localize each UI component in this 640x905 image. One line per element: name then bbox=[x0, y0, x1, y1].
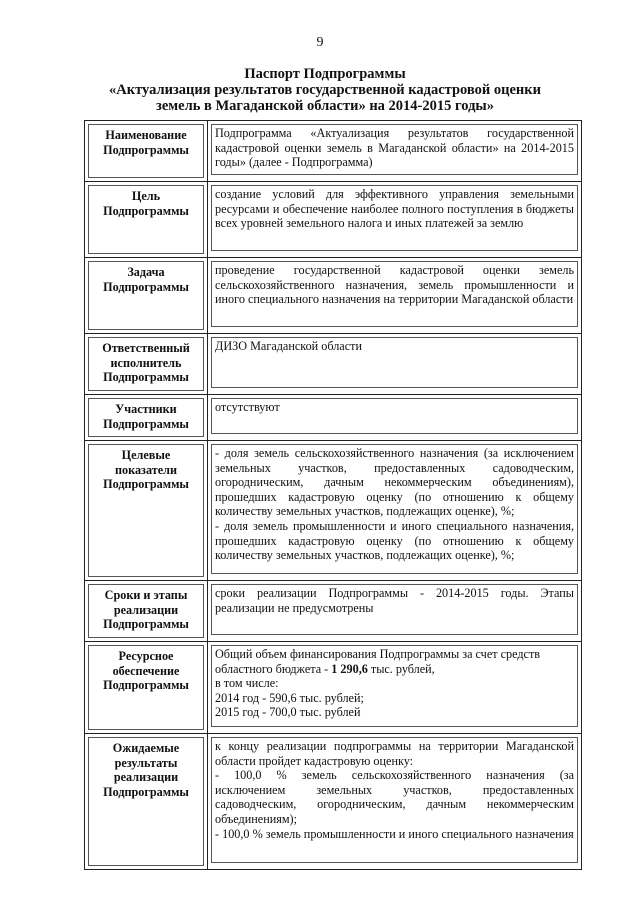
table-row bbox=[85, 395, 582, 441]
title-line-3: земель в Магаданской области» на 2014-2015 годы» bbox=[156, 98, 494, 114]
title-line-2: «Актуализация результатов государственной кадастровой оценки bbox=[109, 82, 541, 98]
table-row bbox=[85, 441, 582, 581]
row-label-timeline: Сроки и этапы реализации Подпрограммы bbox=[88, 584, 204, 638]
row-label-name: Наименование Подпрограммы bbox=[88, 124, 204, 178]
results-intro: к концу реализации подпрограммы на территории Магаданской области пройдет кадастровую оценку: bbox=[215, 739, 574, 768]
indicator-item-2: - доля земель промышленности и иного специального назначения, прошедших кадастровую оценку (по отношению к общему количеству земельных участков, подлежащих оценке), %; bbox=[215, 518, 574, 563]
resources-intro: Общий объем финансирования Подпрограммы за счет средств областного бюджета - bbox=[215, 647, 541, 676]
row-value-indicators bbox=[211, 444, 578, 574]
row-label-executor: Ответственный исполнитель Подпрограммы bbox=[88, 337, 204, 391]
table-row bbox=[85, 182, 582, 258]
row-value-timeline: сроки реализации Подпрограммы - 2014-2015 годы. Этапы реализации не предусмотрены bbox=[211, 584, 578, 635]
indicator-item-1: - доля земель сельскохозяйственного назначения (за исключением земельных участков, предоставленных садоводческим, огородническим, дачным некоммерческим объединениям), прошедших кадастровую оценку (по отношению к общему количеству земельных участков, подлежащих оценке), %; bbox=[215, 446, 574, 519]
passport-table bbox=[84, 120, 582, 870]
row-value-executor: ДИЗО Магаданской области bbox=[211, 337, 578, 388]
results-item-2: - 100,0 % земель промышленности и иного специального назначения bbox=[215, 826, 574, 841]
resources-unit: тыс. рублей, bbox=[370, 661, 435, 676]
table-row bbox=[85, 734, 582, 870]
row-value-goal: создание условий для эффективного управления земельными ресурсами и обеспечение наиболее полного поступления в бюджеты всех уровней земельного налога и иных платежей за землю bbox=[211, 185, 578, 251]
row-label-indicators: Целевые показатели Подпрограммы bbox=[88, 444, 204, 577]
title-line-1: Паспорт Подпрограммы bbox=[244, 66, 406, 82]
resources-amount: 1 290,6 bbox=[331, 661, 368, 676]
document-title bbox=[70, 66, 580, 114]
row-value-participants: отсутствуют bbox=[211, 398, 578, 434]
table-row bbox=[85, 581, 582, 642]
results-item-1: - 100,0 % земель сельскохозяйственного назначения (за исключением земельных участков, предоставленных садоводческим, огородническим, дачным некоммерческим объединениям); bbox=[215, 768, 574, 826]
row-value-resources bbox=[211, 645, 578, 727]
resources-line-3: 2014 год - 590,6 тыс. рублей; bbox=[215, 690, 364, 705]
row-value-results bbox=[211, 737, 578, 863]
row-label-goal: Цель Подпрограммы bbox=[88, 185, 204, 254]
row-value-name: Подпрограмма «Актуализация результатов государственной кадастровой оценки земель в Магаданской области» на 2014-2015 годы» (далее - Подпрограмма) bbox=[211, 124, 578, 175]
resources-line-2: в том числе: bbox=[215, 676, 279, 691]
page-number: 9 bbox=[316, 35, 324, 50]
row-label-participants: Участники Подпрограммы bbox=[88, 398, 204, 437]
table-row bbox=[85, 121, 582, 182]
row-label-task: Задача Подпрограммы bbox=[88, 261, 204, 330]
row-label-results: Ожидаемые результаты реализации Подпрограммы bbox=[88, 737, 204, 866]
table-row bbox=[85, 258, 582, 334]
table-row bbox=[85, 642, 582, 734]
table-row bbox=[85, 334, 582, 395]
row-label-resources: Ресурсное обеспечение Подпрограммы bbox=[88, 645, 204, 730]
resources-line-4: 2015 год - 700,0 тыс. рублей bbox=[215, 705, 361, 720]
row-value-task: проведение государственной кадастровой оценки земель сельскохозяйственного назначения, земель промышленности и иного специального назначения на территории Магаданской области bbox=[211, 261, 578, 327]
